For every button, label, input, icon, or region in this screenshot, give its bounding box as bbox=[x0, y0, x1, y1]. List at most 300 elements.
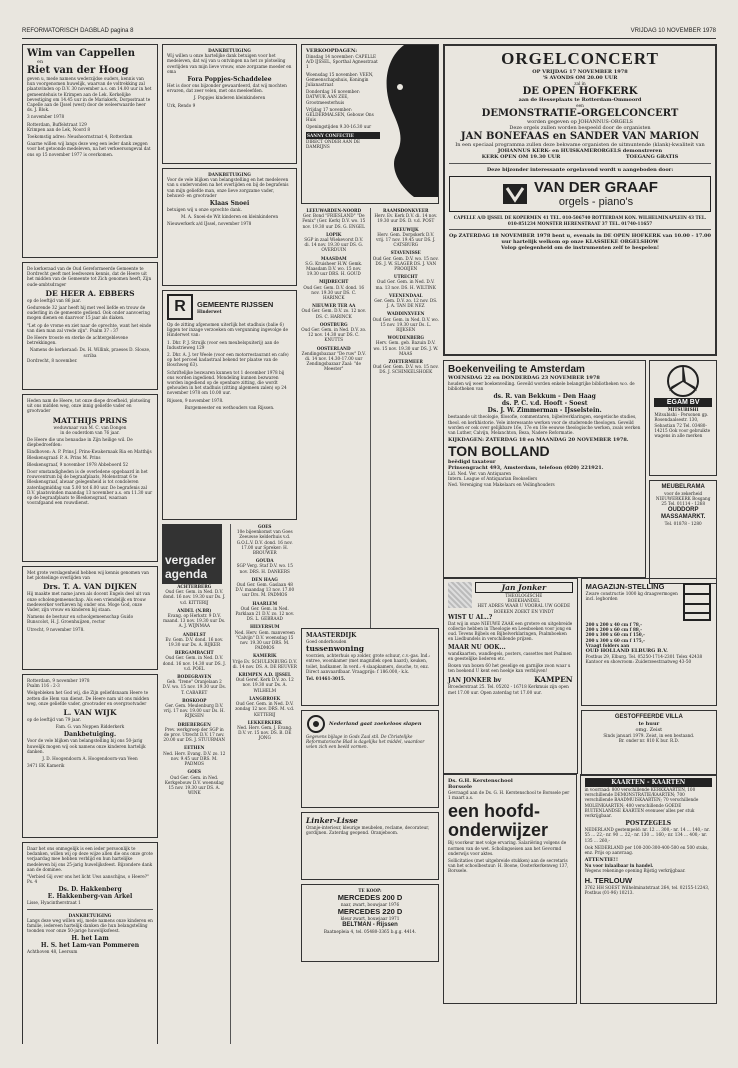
attn-title: ATTENTIE!! bbox=[584, 857, 619, 864]
graaf-shops: CAPELLE A/D IJSSEL DE KOPERMEN 41 TEL. 010-506740 ROTTERDAM KON. WILHELMINAPLEIN 43 TEL. 010-851234 MONSTER HERENSTRAAT 37 TEL. 01740-11657 bbox=[453, 215, 707, 226]
bolland-sub: beëdigd taxateur bbox=[448, 459, 496, 466]
ebbers-verse: "Let op de vrome en ziet naar de oprechte, want het einde van dien man zal vrede zijn". Psalm 37 : 37 bbox=[27, 322, 152, 333]
meeting-item bbox=[162, 722, 227, 743]
veiling-body: houden wij weer boekenveiling. Geveild worden enkele belangrijke bibliotheken w.o. de bibliotheken van bbox=[448, 381, 635, 392]
meeting-item bbox=[233, 653, 298, 669]
wijk-date: Rotterdam, 9 november 1978 bbox=[27, 678, 90, 683]
meeting-details: Herv. Gem. geb. Bazuin D.V. wo. 15 nov. 19.30 uur DS. J. W. MAAS bbox=[373, 340, 439, 356]
meeting-place: GOES bbox=[187, 769, 201, 775]
jonker-city: KAMPEN bbox=[534, 675, 573, 685]
column-3 bbox=[301, 44, 439, 1044]
bolland-name: TON BOLLAND bbox=[448, 443, 550, 460]
jonker-logo: Jan Jonker bbox=[475, 582, 573, 593]
bolland-addr: Prinsengracht 493, Amsterdam, telefoon (020) 221921. bbox=[448, 465, 604, 472]
organ-addr: aan de Hesseplaats te Rotterdam-Ommoord bbox=[518, 97, 642, 104]
meeting-item bbox=[233, 558, 298, 574]
organ-title-2: DEMONSTRATIE-ORGELCONCERT bbox=[481, 108, 679, 120]
organ-venue: DE OPEN HOFKERK bbox=[522, 86, 638, 98]
meeting-details: Vrije Ev. SCHULENBURG D.V. di. 14 nov. DS. A. DE REUVER bbox=[232, 658, 297, 669]
meeting-place: KRIMPEN A.D. IJSSEL bbox=[238, 672, 291, 678]
snoei-body: Voor de vele blijken van belangstelling en het medeleven van u ondervonden na het overlijden en bij de begrafenis van mijn geliefde man, onze lieve zorgzame vader, behuwd- en grootvader bbox=[167, 177, 289, 198]
rijssen-logo: R bbox=[167, 294, 193, 320]
jonker-t2: BOEKHANDEL bbox=[507, 598, 540, 604]
stelling-title: MAGAZIJN-STELLING bbox=[585, 582, 665, 591]
villa-sub: te huur bbox=[638, 721, 660, 727]
meeting-place: LEKKERKERK bbox=[247, 719, 282, 725]
meeting-item bbox=[233, 720, 298, 741]
sanny-sub: DIRECT ONDER AAN DE DAMRIJNS bbox=[306, 138, 361, 150]
meeting-details: Ger. Bond "FRIESLAND" "De Fenix" (Ger. Kerk) D.V. wo. 15 nov. 19.30 uur DS. G. ENGEL bbox=[302, 213, 366, 229]
rijssen-sub: Hinderwet bbox=[197, 308, 222, 314]
divider bbox=[449, 229, 711, 230]
mercedes-2: MERCEDES 220 D bbox=[337, 907, 403, 917]
boekenveiling-ad bbox=[443, 360, 646, 578]
organ-dealer: Deze bijzonder interessante orgelavond wordt u aangeboden door: bbox=[486, 167, 674, 174]
dijken-place: Utrecht, 9 november 1978. bbox=[27, 626, 85, 632]
mercedes-heading: TE KOOP: bbox=[358, 888, 382, 893]
kaarten-ad bbox=[580, 774, 717, 1004]
villa-note: Br. onder nr. 810 K bur. R.D. bbox=[618, 738, 679, 744]
orgelconcert-ad bbox=[443, 44, 717, 356]
rijssen-title: GEMEENTE RIJSSEN bbox=[197, 299, 274, 309]
meeting-details: Oud Ger. Gem. D.V. zo. 12 nov. DS. C. HARINCK bbox=[301, 308, 366, 319]
dank2-heading: DANKBETUIGING bbox=[68, 912, 112, 918]
meeting-item bbox=[233, 672, 298, 693]
nederland-ad bbox=[301, 710, 439, 808]
egam-brand: MITSUBISHI bbox=[667, 407, 699, 412]
meeting-item bbox=[373, 274, 440, 290]
stelling-addr-2: Kantoor en showroom: Zuiderzeestraatweg 43-50 bbox=[585, 659, 692, 665]
prins-age: in de ouderdom van 76 jaar. bbox=[60, 429, 120, 435]
ebbers-sign: Namens de kerkeraad: Ds. H. Willink, praeses D. Slooze, scriba bbox=[29, 347, 151, 358]
sanny-brand: SANNY CONFECTIE bbox=[306, 132, 380, 139]
hakk-verse: "Verbied Gij over ons het licht Uws aanschijns, o Heere?" Ps. 4 bbox=[27, 874, 149, 885]
dank-sign: J. D. Hoogendoorn A. Hoogendoorn-van Veen bbox=[42, 756, 138, 762]
wedding-addr-3: Toekomstig adres: Neushoornstraat 4, Rotterdam bbox=[27, 134, 133, 140]
dijken-name: Drs. T. A. VAN DIJKEN bbox=[43, 582, 137, 592]
house-sub: Goed onderhouden bbox=[306, 639, 347, 644]
meeting-place: BOSKOOP bbox=[182, 697, 207, 703]
meeting-item bbox=[301, 303, 367, 319]
school-body-3: Sollicitaties (met uitgebreide stukken) aan de secretaris van het schoolbestuur: H. Boone, Oosterkerkenweg 137, Borssele. bbox=[448, 858, 569, 874]
ebbers-place: Dordrecht, 8 november. bbox=[27, 357, 78, 363]
organ-foot: Op ZATERDAG 18 NOVEMBER 1978 bent u, evenals in DE OPEN HOFKERK van 10.00 - 17.00 uur hartelijk welkom op onze KLASSIEKE ORGELSHOW bbox=[449, 232, 712, 245]
obituary-van-wijk bbox=[22, 674, 158, 838]
meeting-item bbox=[233, 577, 298, 598]
wedding-thanks: Gaarne willen wij langs deze weg een ieder dank zeggen voor het getoonde medeleven, na het verkeersongeval dat ons op 15 november 1977 is overkomen. bbox=[27, 141, 151, 157]
mercedes-star-icon bbox=[666, 364, 700, 398]
meeting-details: Oud Ger. Gem. in Ned. Parklaan 21 D.V. zo. 12 nov. DS. L. GEBRAAD bbox=[235, 605, 295, 622]
stelling-note: Vraagt folders aan bbox=[585, 642, 630, 648]
bride-name: Riet van der Hoog bbox=[27, 65, 129, 76]
bolland-member-3: Ned. Vereniging van Makelaars en Veilinghouders bbox=[448, 481, 555, 487]
divider bbox=[449, 163, 711, 164]
meeting-place: ACHTERBERG bbox=[177, 584, 212, 589]
organ-in: zal in bbox=[574, 81, 586, 86]
meeting-place: OOSTBURG bbox=[319, 321, 348, 327]
organ-by: worden gegeven op JOHANNUS-ORGELS bbox=[527, 119, 633, 126]
hakk-name: Ds. D. Hakkenberg bbox=[58, 886, 122, 894]
beltman-name: BELTMAN - Rijssen bbox=[342, 921, 398, 928]
meeting-item bbox=[162, 674, 227, 695]
meeting-details: Oud Ger. Gem. in Ned. D.V. ma. 13 nov. DS. H. WILTINK bbox=[375, 279, 436, 290]
meeting-item bbox=[301, 279, 367, 300]
obituary-prins bbox=[22, 394, 158, 562]
meeting-place: VEENENDAAL bbox=[388, 292, 423, 298]
meeting-place: HILVERSUM bbox=[249, 624, 280, 630]
organ-spec: In een speciaal programma zullen deze bekwame organisten de uitmuntende (klank)-kwaliteit van bbox=[455, 142, 705, 149]
graaf-brand-2: orgels - piano's bbox=[558, 196, 634, 209]
meeting-details: Oud Ger. Gem. D.V. dond. 16 nov. 19.30 uur DS. C. HARINCK bbox=[303, 284, 365, 301]
poppjes-heading: DANKBETUIGING bbox=[208, 48, 251, 53]
meeting-item bbox=[233, 624, 298, 650]
jonker-t3: HET ADRES WAAR U VOORAL UW GOEDE BOEKEN ZOEKT EN VINDT bbox=[477, 603, 571, 614]
rijssen-date: Rijssen, 9 november 1978. bbox=[167, 397, 224, 403]
lam-name: H. het Lam bbox=[71, 935, 109, 943]
meeting-place: MIJDRECHT bbox=[319, 279, 349, 285]
meeting-place: OOSTERLAND bbox=[316, 345, 351, 351]
stelling-villa-stack bbox=[581, 578, 717, 774]
meeting-place: STAVENISSE bbox=[390, 250, 421, 256]
meeting-item bbox=[162, 608, 227, 629]
gemeente-rijssen-notice bbox=[162, 290, 297, 520]
dijken-intro: Met grote verslagenheid hebben wij kennis genomen van het plotselinge overlijden van bbox=[27, 570, 149, 581]
school-big: een hoofd-onderwijzer bbox=[448, 801, 549, 841]
dank-poppjes bbox=[162, 44, 297, 164]
ebbers-age: op de leeftijd van 86 jaar. bbox=[27, 297, 81, 303]
meeting-details: 10e bijeenkomst van Goes Zeeuwse kelderhuis v.d. G.O.L.V. D.V. dond. 16 nov. 17.00 uur Spreker: H. BROUWER bbox=[236, 529, 293, 556]
prins-family: Eindhoven: A. P. Prins J. Prins-Kwakernaak Ria en Matthijs Bleskensgraaf: P. A. Prins M. Prins bbox=[27, 449, 152, 460]
house-phone: Tel. 01461-3015. bbox=[306, 676, 346, 682]
school-h2: Borssele bbox=[448, 784, 473, 790]
dank2-body: Langs deze weg willen wij, mede namens onze kinderen en familie, iedereen hartelijk danken die hun belangstelling toonden voor onze 50-jarige huwelijksfeest. bbox=[27, 917, 153, 934]
stelling-addr: Postbus 29, Elburg. Tel. 05250-1714-2301 Telex 42438 bbox=[585, 654, 703, 660]
villa-title: GESTOFFEERDE VILLA bbox=[614, 714, 683, 720]
meubelrama-sub: voor de zekerheid bbox=[664, 491, 703, 496]
meeting-place: ANDELST bbox=[182, 631, 206, 637]
poppjes-body: Wij willen u onze hartelijke dank betuigen voor het medeleven, dat wij van u ontvingen na het zo plotseling overlijden van mijn lieve vrouw, onze zorgzame moeder en oma bbox=[167, 53, 292, 74]
meeting-place: BERGAMBACHT bbox=[174, 650, 214, 656]
prins-intro: Heden nam de Heere, tot onze diepe droefheid, plotseling uit ons midden weg, onze innig geliefde vader en grootvader bbox=[27, 398, 151, 414]
bookfair-row bbox=[443, 360, 717, 578]
meeting-details: Oud Ger. Gem. D.V. wo. 15 nov. DS. J. W. SLAGER DS. J. VAN PROOIJEN bbox=[372, 255, 439, 272]
meeting-item bbox=[162, 632, 227, 648]
veiling-name-2: ds. P. C. v.d. Hooft - Soest bbox=[501, 400, 588, 408]
header-left: REFORMATORISCH DAGBLAD pagina 8 bbox=[22, 28, 134, 34]
mercedes-1-sub: naar, zwart, bouwjaar 1976 bbox=[340, 902, 400, 908]
ebbers-wish: De Heere trooste en sterke de achtergeblevene betrekkingen. bbox=[27, 335, 128, 346]
meeting-item bbox=[162, 584, 227, 605]
meeting-item bbox=[301, 256, 367, 277]
ebbers-intro: De kerkeraad van de Oud Gereformeerde Gemeente te Dordrecht geeft met leedwezen kennis, dat de Heere uit het midden van de Gemeente tot Zich genomen heeft, Zijn oude-ambtsdrager bbox=[27, 266, 152, 287]
meeting-details: Oud Ger. Gem. Gaslaan 48 D.V. maandag 13 nov. 17.00 uur Drs. M. PADMOS bbox=[235, 582, 295, 598]
meeting-place: DEN HAAG bbox=[251, 576, 278, 582]
organ-spec-2: JOHANNUS KERK- en HUISKAMERORGELS demonstreren bbox=[497, 148, 663, 155]
meeting-item bbox=[162, 769, 227, 795]
meeting-place: GOES bbox=[258, 524, 272, 529]
bolland-member-1: Lid. Ned. Ver. van Antiquaren bbox=[448, 471, 511, 477]
jonker-name: JAN JONKER bv bbox=[448, 677, 502, 685]
meeting-details: Geb. "Irene" Oranjelaan 2 D.V. wo. 15 nov. 19.30 uur Ds. T. CABARET bbox=[162, 679, 226, 695]
ebbers-name: DE HEER A. EBBERS bbox=[45, 288, 135, 298]
postzegels-body-2: Ook NEDERLAND per 100-200-300-400-500 en 500 stuks, enz. Prijs op aanvraag. bbox=[584, 844, 709, 856]
graaf-brand: VAN DER GRAAF bbox=[534, 179, 658, 197]
nederland-body: Gegevens bijlage in Gods Zaal stil. De Christelijke Reformatorische Blad is dagelijks het middel, waardoor velen zich een beeld vormen. bbox=[306, 734, 425, 750]
bottom-row bbox=[443, 774, 717, 1004]
wedding-addr-1: Rotterdam, Buffelstraat 129 bbox=[27, 121, 87, 127]
jonker-q2: MAAR NU OOK... bbox=[448, 643, 506, 651]
rijssen-body: Op de zitting afgenomen uiterlijk het stadhuis (balie 6) liggen ter inzage verzoeken om vergunning ingevolge de Hinderwet van: bbox=[167, 322, 288, 338]
villa-where: omg. Zeist bbox=[635, 727, 663, 733]
meeting-item bbox=[373, 335, 440, 356]
lam-place: Achthoven 48, Leersum bbox=[27, 949, 78, 955]
listing-col-a bbox=[301, 208, 367, 628]
meeting-item bbox=[301, 232, 367, 253]
meeting-details: Herv. Gem. Dorpskerk D.V. vrij. 17 nov. 19.45 uur DS. J. CATSBURG bbox=[375, 231, 436, 248]
wedding-announcement bbox=[22, 44, 158, 258]
graaf-logo-icon bbox=[502, 183, 528, 205]
prins-body: Door omstandigheden is de overledene opgebaard in het rouwcentrum bij de begraafplaats, Molenstraat 6 te Bleskensgraaf, alwaar gelegenheid is tot condoleren zaterdagmiddag van 5.00 tot 6.00 uur. De begrafenis zal D.V. plaatsvinden maandag 13 november a.s. om 11.30 uur op de begraafplaats te Bleskensgraaf, waaraan voorafgaand een rouwdienst. bbox=[27, 469, 153, 506]
jonker-addr: Broederstraat 25. Tel. 05202 - 16718 Kerkmuis zijn open met 17.00 uur. Open zaterdag tot 17.00 uur. bbox=[448, 684, 569, 695]
page-header bbox=[0, 26, 738, 38]
meeting-details: Oud Ger. Gem. in Ned. D.V. dond. 16 nov. 19.30 uur Ds. J. v.d. KITTERIJ bbox=[162, 589, 226, 605]
wedding-body: geven u, mede namens wederzijdse ouders, kennis van hun voorgenomen huwelijk, waarvan de voltrekking zal plaatsvinden op D.V. 30 november a.s. om 14.00 uur in het gemeentehuis te Krimpen aan de Lek. Kerkelijke bevestiging om 14.45 uur in de Mariakerk, Dorpsstraat te Capelle aan de IJssel (west) door de weleerwaarde heer ds. J. Blok. bbox=[27, 76, 152, 113]
wijk-verse: Psalm 116 : 2-3 bbox=[27, 683, 60, 689]
meeting-details: Oud Ger. Gem. D.V. wo. 15 nov. DS. J. SCHINKELSHOEK bbox=[372, 364, 439, 375]
stelling-company: OUD HOLLAND ELBURG B.V. bbox=[585, 648, 668, 655]
meeting-item bbox=[373, 311, 440, 332]
dank-heading: Dankbetuiging. bbox=[63, 731, 117, 739]
school-h1: Ds. G.H. Kerstenschool bbox=[448, 778, 513, 784]
groom-name: Wim van Cappellen bbox=[27, 48, 135, 59]
house-type: tussenwoning bbox=[306, 644, 365, 654]
snoei-heading: DANKBETUIGING bbox=[208, 172, 251, 177]
veiling-date: WOENSDAG 22 en DONDERDAG 23 NOVEMBER 1978 bbox=[448, 375, 600, 381]
mercedes-ad bbox=[301, 884, 439, 962]
organ-sub: Deze orgels zullen worden bespeeld door de organisten bbox=[509, 125, 651, 132]
divider bbox=[27, 909, 153, 910]
meeting-item bbox=[162, 745, 227, 766]
jonker-q: WIST U AL..? bbox=[448, 613, 493, 621]
books-icon bbox=[448, 582, 472, 608]
verkoop-hours: Openingstijden 9.30-16.30 uur bbox=[306, 124, 372, 130]
egam-ad bbox=[649, 360, 717, 476]
stelling-sub: Zware constructie 1000 kg draagvermogen incl. legborden bbox=[585, 591, 678, 602]
linker-body: Oranje-interieur, kleurige meubelen, reclame, decorateur, gordijnen. Zaterdag geopend. Oranjeboom. bbox=[306, 825, 430, 836]
bolland-member-2: Intern. League of Antiquarian Booksellers bbox=[448, 476, 538, 482]
hakk-body: Daar het ons onmogelijk is een ieder persoonlijk te bedanken, willen wij op deze wijze allen die ons onze grote verjaardag mee hebben verblijd en hun hartelijke medeleven bij ons 25-jarig huwelijksfeest. Bijzondere dank aan de dominee. bbox=[27, 846, 153, 872]
meeting-item bbox=[233, 696, 298, 717]
meeting-place: ANDEL (N.BR) bbox=[177, 607, 212, 613]
header-rule bbox=[22, 38, 716, 39]
meeting-item bbox=[301, 208, 367, 229]
agenda-col-b bbox=[230, 524, 298, 1044]
verkoop-item-2: Woensdag 15 november: VEEN, Gemeenschapshuis, Koningin Julianastraat bbox=[306, 71, 374, 88]
organ-free: TOEGANG GRATIS bbox=[625, 154, 679, 161]
veiling-body-2: bestaande uit theologie, filosofie, commentaren, bijbelverklaringen, exegetische studies, theol. en kerkhistorie. Vele interessante werken voor de studerende theologen. Geveild worden er ook over gelijkbare 16e, 17e en 18e eeuwse theologische werken, zoals werken van Luther, Calvijn, Melanchton, Beza, Nadere Reformatie. bbox=[448, 414, 641, 436]
mercedes-1: MERCEDES 200 D bbox=[337, 893, 403, 903]
organ-title: ORGELCONCERT bbox=[501, 49, 659, 68]
wijk-age: op de leeftijd van 79 jaar. bbox=[27, 717, 81, 723]
vergader-agenda bbox=[162, 524, 297, 1044]
listing-col-b bbox=[370, 208, 440, 628]
lam-name-2: H. S. het Lam-van Pommeren bbox=[40, 942, 140, 950]
meeting-place: ZOETERMEER bbox=[388, 359, 423, 365]
terlouw-addr: 3762 HH SOEST Wilhelminatstraat 264, tel. 02155-12243, Postbus (01-96) 10213. bbox=[584, 884, 710, 895]
kerstenschool-ad bbox=[443, 774, 577, 1004]
verkoop-item-4: Vrijdag 17 november: GELDERMALSEN, Gebouw Ons Huis bbox=[306, 106, 374, 123]
meeting-item bbox=[373, 293, 440, 309]
verkoop-item-1: Dinsdag 14 november: CAPELLE A/D IJSSEL, Sporthal Agnesstraat 1 bbox=[306, 54, 378, 70]
meeting-place: RAAMSDONKVEER bbox=[383, 208, 429, 213]
meeting-details: Oud Ger. Gem. in Ned. Kerkgebouw D.V. woensdag 15 nov. 19.30 uur DS. A. WINK bbox=[164, 774, 224, 796]
meeting-listings bbox=[301, 208, 439, 628]
beltman-addr: Baatnepleia 4, tel. 05480-3365 b.g.g. 4414. bbox=[323, 928, 417, 934]
meeting-details: SGP in zaal Wiekevorst D.V. di. 14 nov. 19.30 uur DS. G. OVERDUIN bbox=[304, 237, 364, 253]
school-body-2: Bij voorkeur met volge ervaring. Salariëring volgens de normen van de wet. Scholingseisen aan het Gevormd onderwijs voor aktes. bbox=[448, 840, 567, 856]
meeting-place: REEUWIJK bbox=[392, 226, 419, 232]
meeting-place: BODEGRAVEN bbox=[177, 674, 212, 680]
house-title: MAASTERDIJK bbox=[306, 632, 357, 639]
meeting-item bbox=[233, 601, 298, 622]
meeting-details: S.G. Kruisheer H.W. Gemk. Maasdam D.V. wo. 15 nov. 19.30 uur DRS. H. GOUD bbox=[305, 260, 363, 277]
meeting-place: WADDINXVEEN bbox=[387, 311, 425, 317]
prins-sub: weduwnaar van M. C. van Dongen bbox=[53, 424, 127, 430]
meeting-details: Zendingsbazaar "De ruw" D.V. di. 14 nov. 14.30-17.00 uur Zendingsbazaar Zaal: "de Meester" bbox=[301, 350, 366, 372]
vergader-logo: vergader agenda bbox=[162, 524, 222, 584]
postzegels-title: POSTZEGELS bbox=[625, 820, 672, 828]
snoei-sign: M. A. Snoei-de Wit kinderen en kleinkinderen bbox=[180, 214, 279, 220]
meeting-place: KAMERIK bbox=[252, 653, 277, 659]
stelling-row-3: 200 x 300 x 60 cm f 150,- bbox=[585, 632, 645, 638]
rijssen-sign: Burgemeester en wethouders van Rijssen. bbox=[184, 404, 275, 410]
meeting-details: Ned. Herv. Gem. manvereen "Calvijn" D.V. woensdag 15 nov. 19.30 uur DRS. M. PADMOS bbox=[234, 629, 295, 651]
poppjes-sign: J. Poppjes kinderen kleinkinderen bbox=[193, 95, 266, 101]
meeting-item bbox=[373, 208, 440, 224]
organ-date: OP VRIJDAG 17 NOVEMBER 1978 bbox=[532, 69, 628, 75]
snoei-place: Nieuwerkerk a/d IJssel, november 1978 bbox=[167, 221, 252, 227]
meubelrama-ad bbox=[649, 480, 717, 584]
organ-time: 'S AVONDS OM 20.00 UUR bbox=[542, 75, 618, 81]
egam-body: Mitsubishi - Personen gp. Rosendaalsestr. 130, Sebastian 72 Tel. 03480-14215 Ook voor gebruikte wagens in alle merken bbox=[654, 412, 711, 439]
column-2 bbox=[162, 44, 297, 1044]
meeting-item bbox=[301, 322, 367, 343]
prins-verse: De Heere die uns benaudae in Zijn heilige wil. De diepbedroefden: bbox=[27, 437, 133, 448]
hakk-place: Lisse, Hyacintherstraat 1 bbox=[27, 900, 81, 906]
wijk-family: Fam. G. van Noppen Ridderkerk bbox=[55, 724, 125, 730]
meeting-place: LEEUWARDEN-NOORD bbox=[306, 208, 362, 213]
veiling-title: Boekenveiling te Amsterdam bbox=[448, 364, 585, 375]
veiling-kijk: KIJKDAGEN: ZATERDAG 18 en MAANDAG 20 NOVEMBER 1978. bbox=[448, 437, 629, 444]
and-word: en bbox=[37, 59, 44, 65]
organ-open: KERK OPEN OM 19.30 UUR bbox=[481, 154, 561, 161]
meeting-details: Evang. op Herkstr. 9 D.V. maand. 13 nov. 19.30 uur Ds. A. J. WIJNMAA bbox=[163, 613, 226, 629]
attn-body: Wegens rekeninge opening Bijstig verkrijgbaar. bbox=[584, 868, 686, 874]
house-body: voorzien, achterhuis op zolder, grote schuur, c.v.-gas. Ind.: entree, woonkamer (met magnifiek open haard), keuken, toilet, badkamer. In verd.: 4 slaapkamers, douche, tv, enz. Direct aanvaardbaar. Vraagprijs: f 186.000,- k.k. bbox=[306, 653, 431, 674]
prins-name: MATTHIJS PRINS bbox=[52, 415, 128, 425]
meeting-item bbox=[233, 524, 298, 555]
villa-body: Sinds januari 1979. Zeist, in een bestaand. bbox=[603, 733, 695, 738]
wreath-icon bbox=[306, 714, 326, 734]
magazijn-stelling-ad bbox=[581, 578, 717, 706]
wijk-name: L. VAN WIJK bbox=[63, 708, 117, 718]
ebbers-body: Gedurende 32 jaar heeft hij met veel liefde en trouw de ouderling in de gemeente gediend. Ook onder aanvoering mogen dienen en daarvoor 15 jaar als diaken. bbox=[27, 305, 150, 321]
meeting-place: WOUDENBERG bbox=[387, 335, 424, 341]
dijken-body: Hij maakte met name jaren als docent Engels deel uit van onze scholengemeenschap. Als een vriendelijk en trouw medewerker verhieven hij onder ons. Moge God, onze Vader, zijn vrouw en kinderen bij staan. bbox=[27, 591, 151, 613]
meeting-details: Ger. Gem. Meulenburg D.V. vrij. 17 nov. 19.00 uur Ds. H. RIJKSEN bbox=[163, 703, 225, 719]
maasterdijk-house-ad bbox=[301, 628, 439, 706]
meeting-details: Herv. Ev. Kerk D.V. di. 14 nov. 19.30 uur DS. D. v.d. POST bbox=[374, 213, 438, 224]
poppjes-body-2: Het is door ons bijzonder gewaardeerd, dat wij mochten ervaren, dat zeer velen, met ons meeleefden. bbox=[167, 83, 287, 94]
meeting-details: Ev. Gem. D.V. dond. 16 nov. 19.30 uur Ds. A. RIJKER bbox=[165, 636, 224, 648]
ouddorp-title: OUDDORP MASSAMARKT. bbox=[660, 506, 706, 520]
meeting-place: HAARLEM bbox=[252, 600, 278, 606]
organ-een: een bbox=[576, 103, 584, 109]
woman-silhouette-icon bbox=[374, 45, 438, 197]
meeting-item bbox=[373, 250, 440, 271]
snoei-name: Klaas Snoei bbox=[209, 200, 250, 208]
meeting-details: Ned. Herv. Evang. D.V. zo. 12 nov. 9.45 uur DRS. M. PADMOS bbox=[163, 750, 226, 767]
meeting-item bbox=[301, 346, 367, 372]
dank-snoei bbox=[162, 168, 297, 286]
meeting-details: Oud Ger. Gem. in Ned. D.V. wo. 15 nov. 19.30 uur Ds. L. RIJKSEN bbox=[372, 316, 439, 333]
shelving-icon bbox=[682, 582, 712, 622]
verkoop-item-3: Donderdag 16 november: DATWUK AAN ZEE, Grootmeesterhuis bbox=[306, 89, 361, 105]
wijk-body: Welgebleken het God wij, die Zijn geliefdsnaam Heere te zetten die Hem van dienst. De Heere nam uit ons midden weg, onze geliefde vader, grootvader en overgrootvader bbox=[27, 690, 150, 706]
verkoop-title: VERKOOPDAGEN: bbox=[306, 48, 358, 54]
meeting-details: Ger. Gem. D.V. zo. 12 nov. DS. J. A. TAN DE NEZ bbox=[374, 298, 438, 309]
meeting-place: UTRECHT bbox=[393, 274, 418, 280]
attn-sub: Nu voor inlaaibaar in handel. bbox=[584, 863, 654, 869]
rijssen-body-2: Schriftelijke bezwaren kunnen tot 1 december 1978 bij ons worden ingediend. Mondeling kunnen bezwaren worden ingediend op de openbare zitting, die wordt gehouden in het stadhuis (zitting algemeen zalen) op 24 november 1978 om 10.00 uur. bbox=[167, 369, 287, 396]
meeting-item bbox=[373, 359, 440, 375]
meeting-item bbox=[162, 650, 227, 671]
kaarten-body: in voorraad: 800 verschillende KERKKAARTEN, 100 verschillende DEMONSTRATIE/KAARTEN; 700 verschillende BAADMUISKAARTEN; 70 verschillende MOLENKAARTEN; 400 verschillende GOEDE BUITENLANDSE KAARTEN evenuee/ alles per stuk verkrijgbaar. bbox=[584, 787, 699, 819]
postzegels-body: NEDERLAND gestempeld: nr. 12 ... 300,- nr. 14 ... 140,- nr. 55 ... 22,- nr. 90 ... 22,- nr. 130 ... 160,- nr. 134 ... 400,- nr. 135 ... 260,- bbox=[584, 827, 710, 843]
hakk-name-2: E. Hakkenberg-van Arkel bbox=[47, 893, 133, 901]
ouddorp-phone: Tel. 01878 - 1280 bbox=[664, 520, 702, 526]
obituary-ebbers bbox=[22, 262, 158, 390]
prins-date: Bleskensgraaf, 9 november 1978 Abbeboerd 52 bbox=[27, 461, 129, 467]
column-4 bbox=[443, 44, 717, 1044]
veiling-name-1: ds. R. van Bekkum - Den Haag bbox=[493, 393, 596, 401]
meeting-details: Prev. werkgroep der SGP in de prov. Utrecht D.V. 17 nov. 20.00 uur DS. J. STUURMAN bbox=[163, 726, 226, 743]
middle-row bbox=[443, 578, 717, 774]
veiling-name-3: Ds. J. W. Zimmerman - IJsselstein. bbox=[487, 407, 602, 415]
meeting-details: SGP Verg. Staf D.V. wo. 15 nov. DRS. H. DANKERS bbox=[236, 563, 293, 574]
dank-place: 3471 EK Kamerik bbox=[27, 763, 65, 769]
meubelrama-place: NIEUWERKERK Bosgang 25 Tel. 01114 - 1268 bbox=[655, 496, 711, 507]
wedding-date: 3 november 1978 bbox=[27, 114, 65, 120]
terlouw-name: H. TERLOUW bbox=[584, 875, 633, 885]
organ-foot-2: Volop gelegenheid om de instrumenten zelf te bespelen! bbox=[500, 244, 660, 251]
jonker-body-2: wandkaarten, wandlegels, posters, cassettes met Psalmen en geestelijke liederen etc. bbox=[448, 650, 572, 661]
meeting-details: Oud Ger. Gem. in Ned. D.V. zondag 12 nov. DRS. M. v.d. KETTERIJ bbox=[235, 701, 295, 717]
linker-title: Linker-Lisse bbox=[306, 816, 358, 825]
meeting-details: Ned. Herv. Gem. J. Evang. D.V. vr. 15 nov. DS. B. DE JONG bbox=[237, 724, 293, 741]
poppjes-place: Urk, Rendo 9 bbox=[167, 102, 196, 108]
header-right: VRIJDAG 10 NOVEMBER 1978 bbox=[630, 28, 716, 34]
school-body: Gevraagd aan de Ds. G. H. Kerstenschool te Borssele per 1 maart a.s. bbox=[448, 790, 570, 801]
rijssen-item-1: 1. Dhr. P. J. Struijk (voor een meubelspuiterij) aan de Industrieweg 129 bbox=[167, 339, 279, 350]
mercedes-2-sub: kleur zwart, bouwjaar 1971 bbox=[340, 916, 400, 922]
anniversary-notices bbox=[22, 842, 158, 1044]
meeting-place: LANGBROEK bbox=[249, 695, 281, 701]
jan-jonker-ad bbox=[443, 578, 578, 774]
dijken-sign: Namens de bestuur en schoolgemeenschap Guido Bunscolot, H. J. Groenhuijzen, rector bbox=[27, 614, 134, 625]
column-1 bbox=[22, 44, 158, 1044]
jonker-body-3: Boxen van boxen 60 het geselige en garnijke zoon waar u ten boekend U kent een hoekje kan verblijven! bbox=[448, 663, 571, 674]
